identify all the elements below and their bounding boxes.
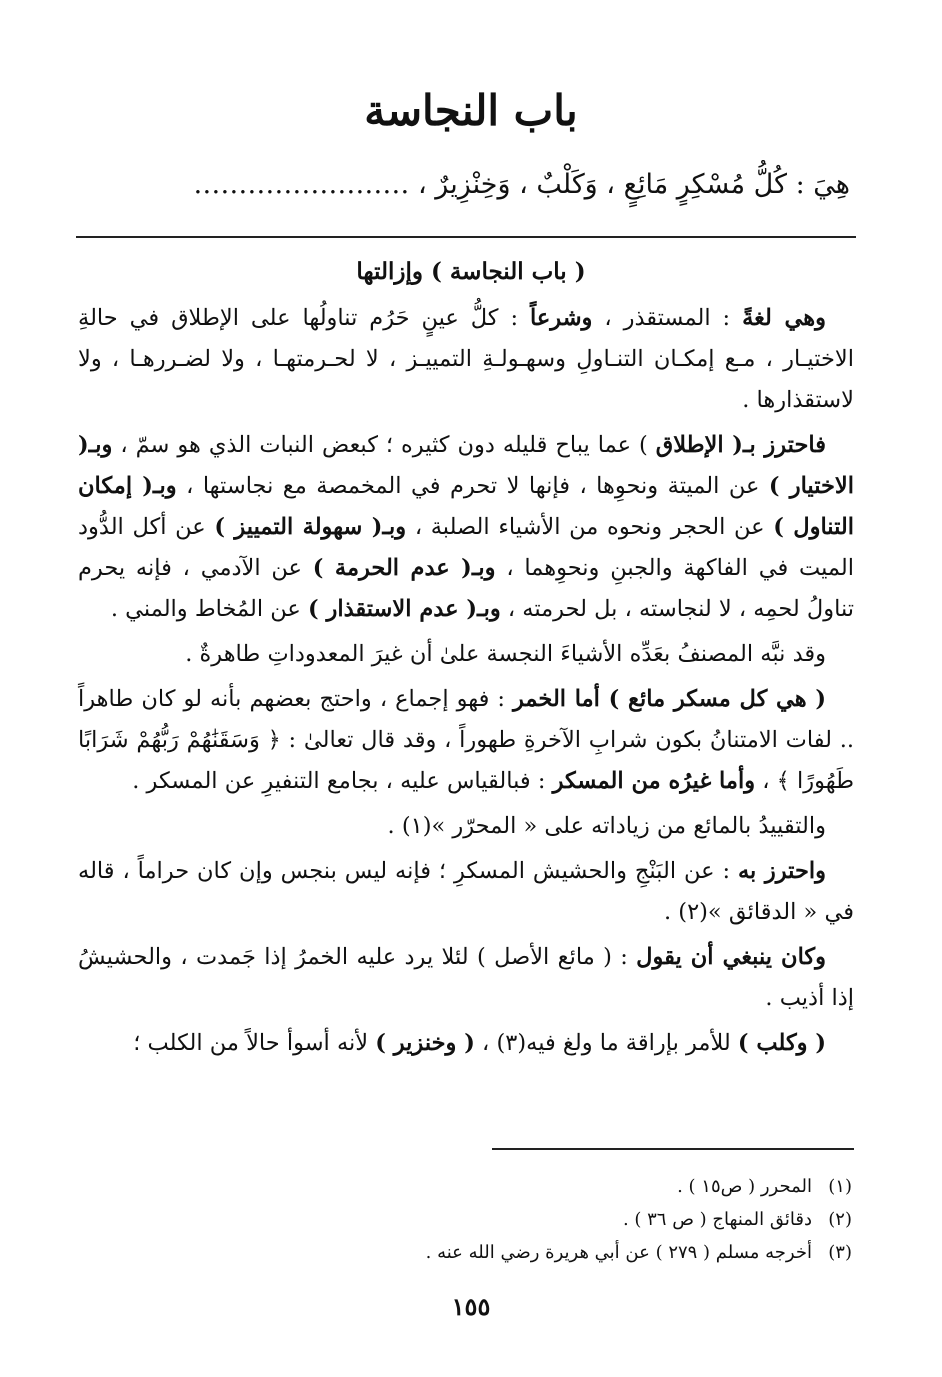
text-run: عن الميتة ونحوِها ، فإنها لا تحرم في المخمصة مع نجاستها ، — [176, 473, 769, 499]
footnote-number: (٢) — [828, 1209, 852, 1230]
paragraph — [78, 679, 854, 802]
bold-run: ( وكلب ) — [737, 1030, 826, 1056]
footnote-number: (٣) — [828, 1242, 852, 1263]
bold-run: وبـ( عدم الاستقذار ) — [307, 596, 501, 622]
commentary-body — [78, 298, 854, 1068]
text-run: عن الآدمي ، فإنه يحرم تناولُ لحمِه ، لا لنجاسته ، بل لحرمته ، — [78, 555, 854, 622]
bold-run: وبـ( الاختيار ) — [78, 432, 854, 499]
paragraph — [78, 1023, 854, 1064]
paragraph — [78, 298, 854, 421]
footnote-text: أخرجه مسلم ( ٢٧٩ ) عن أبي هريرة رضي الله عنه . — [425, 1242, 812, 1263]
paragraph — [78, 851, 854, 933]
paragraph — [78, 806, 854, 847]
bold-run: فاحترز بـ( — [723, 432, 826, 458]
bold-run: وبـ( سهولة التمييز ) — [214, 514, 407, 540]
sharh-heading: ( باب النجاسة ) وإزالتها — [356, 258, 586, 285]
paragraph — [78, 937, 854, 1019]
page-number: ١٥٥ — [451, 1292, 491, 1321]
bold-run: وبـ( إمكان التناول ) — [78, 473, 854, 540]
bold-run: ( هي كل مسكر مائع ) أما الخمر — [513, 686, 826, 712]
footnote — [420, 1170, 852, 1203]
bold-run: وهي لغةً — [742, 305, 826, 331]
matn-dots: …………………… — [193, 169, 410, 200]
text-run: : ( مائع الأصل ) لئلا يرد عليه الخمرُ إذا جَمدت ، والحشيشُ إذا أذيب . — [78, 944, 854, 1011]
footnote — [420, 1203, 852, 1236]
text-run: عن أكل الدُّود الميت في الفاكهة والجبنِ ونحوِهما ، — [78, 514, 855, 581]
footnote-text: دقائق المنهاج ( ص ٣٦ ) . — [622, 1209, 812, 1230]
footnote-rule — [492, 1148, 854, 1150]
text-run: : فهو إجماع ، واحتج بعضهم بأنه لو كان طاهراً .. لفات الامتنانُ بكون شرابِ الآخرةِ طهوراً ، وقد قال تعالىٰ : ﴿ وَسَقَنَٰهُمْ رَبُّهُمْ شَرَابًا طَهُورًا ﴾ ، — [78, 686, 854, 794]
bold-run: وأما غيرُه من المسكر — [552, 768, 756, 794]
separator-rule — [76, 236, 856, 238]
text-run: لأنه أسوأ حالاً من الكلب ؛ — [133, 1030, 376, 1056]
matn-line — [80, 160, 850, 210]
chapter-title: باب النجاسة — [364, 86, 578, 135]
text-run: وقد نبَّه المصنفُ بعَدِّه الأشياءَ النجسة علىٰ أن غيرَ المعدوداتِ طاهرةٌ . — [185, 641, 826, 667]
footnote-number: (١) — [828, 1176, 852, 1197]
footnote — [420, 1236, 852, 1269]
paragraph — [78, 425, 854, 630]
text-run: : فبالقياس عليه ، بجامع التنفيرِ عن المسكر . — [132, 768, 553, 794]
bold-run: الإطلاق — [655, 432, 724, 458]
text-run: عن المُخاط والمني . — [110, 596, 308, 622]
bold-run: وشرعاً — [530, 305, 593, 331]
bold-run: واحترز به — [737, 858, 826, 884]
matn-text: هِيَ : كُلُّ مُسْكِرٍ مَائِعٍ ، وَكَلْبٌ ، وَخِنْزِيرٌ ، — [418, 169, 850, 200]
text-run: للأمر بإراقة ما ولغ فيه(٣) ، — [474, 1030, 738, 1056]
footnotes — [420, 1170, 852, 1269]
paragraph — [78, 634, 854, 675]
bold-run: وبـ( عدم الحرمة ) — [312, 555, 496, 581]
text-run: : المستقذر ، — [592, 305, 743, 331]
bold-run: وكان ينبغي أن يقول — [636, 944, 826, 970]
text-run: : كلُّ عينٍ حَرُم تناولُها على الإطلاق في حالةِ الاختيـار ، مـع إمكـان التنـاولِ وسهـولـةِ التمييـز ، لا لحـرمتهـا ، ولا لضـررهـا ، ولا لاستقذارها . — [78, 305, 854, 413]
bold-run: ( وخنزير ) — [375, 1030, 475, 1056]
text-run: والتقييدُ بالمائع من زياداته على « المحرّر »(١) . — [387, 813, 826, 839]
text-run: : عن البَنْجِ والحشيش المسكرِ ؛ فإنه ليس بنجس وإن كان حراماً ، قاله في « الدقائق »(٢) . — [78, 858, 854, 925]
text-run: عن الحجر ونحوه من الأشياء الصلبة ، — [406, 514, 774, 540]
footnote-text: المحرر ( ص١٥ ) . — [677, 1176, 812, 1197]
text-run: ) عما يباح قليله دون كثيره ؛ كبعض النبات الذي هو سمّ ، — [112, 432, 656, 458]
